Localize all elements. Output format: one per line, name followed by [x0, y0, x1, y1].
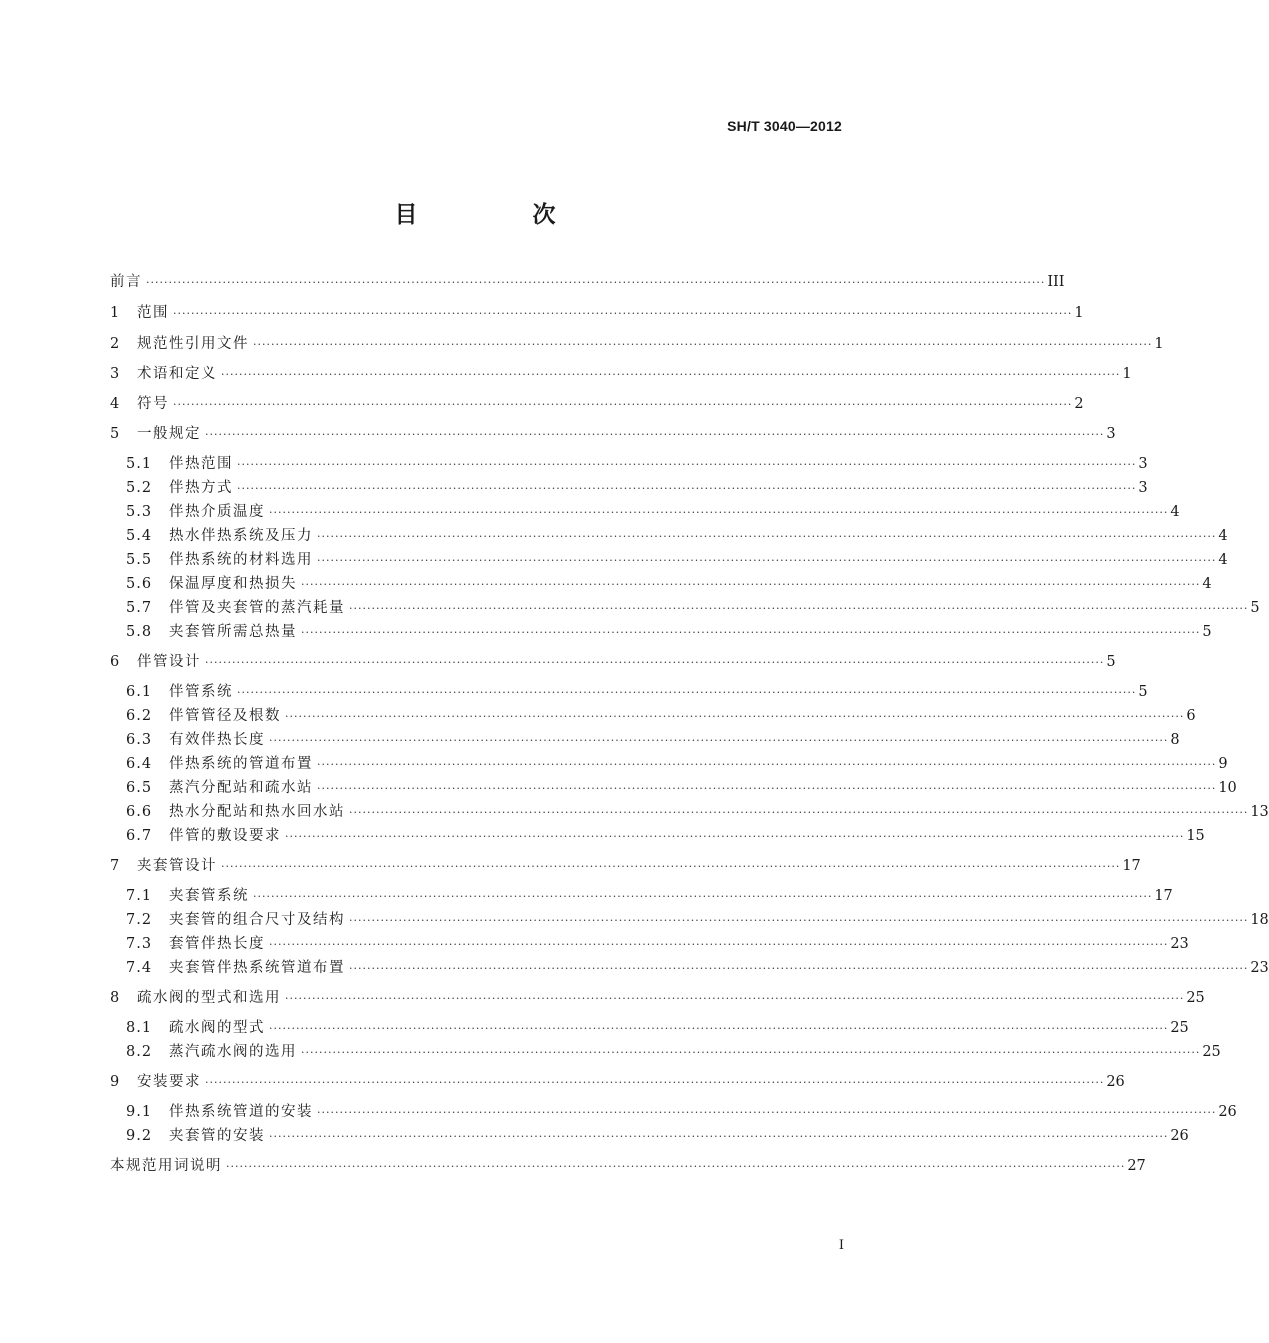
toc-entry-number: 5.7: [126, 600, 153, 616]
toc-leader-dots: ········································································································································································································: [349, 914, 1249, 927]
toc-entry-page: 4: [1202, 576, 1212, 592]
toc-entry[interactable]: [110, 1040, 1221, 1064]
toc-entry-page: 17: [1154, 888, 1173, 904]
toc-entry-page: 10: [1218, 780, 1237, 796]
toc-entry[interactable]: [110, 392, 1084, 416]
toc-leader-dots: ········································································································································································································: [269, 734, 1169, 747]
toc-entry-label: 伴管及夹套管的蒸汽耗量: [169, 600, 345, 616]
document-code: SH/T 3040—2012: [727, 118, 842, 134]
toc-entry-page: 3: [1138, 456, 1148, 472]
toc-leader-dots: ········································································································································································································: [349, 806, 1249, 819]
toc-entry-page: III: [1047, 274, 1065, 290]
toc-entry[interactable]: [110, 362, 1132, 386]
toc-entry-number: 6.4: [126, 756, 153, 772]
toc-entry-number: 7.4: [126, 960, 153, 976]
toc-entry-number: 6.5: [126, 780, 153, 796]
toc-entry-label: 夹套管设计: [137, 858, 217, 874]
toc-entry[interactable]: [110, 1016, 1189, 1040]
toc-leader-dots: ········································································································································································································: [349, 602, 1249, 615]
toc-leader-dots: ········································································································································································································: [146, 276, 1046, 289]
toc-leader-dots: ········································································································································································································: [285, 830, 1185, 843]
toc-entry[interactable]: [110, 986, 1205, 1010]
toc-entry-number: 7.3: [126, 936, 153, 952]
toc-entry-page: 2: [1074, 396, 1084, 412]
toc-entry[interactable]: [110, 854, 1141, 878]
toc-entry-label: 伴热介质温度: [169, 504, 265, 520]
toc-leader-dots: ········································································································································································································: [317, 1106, 1217, 1119]
toc-entry-page: 23: [1170, 936, 1189, 952]
toc-leader-dots: ········································································································································································································: [285, 710, 1185, 723]
toc-entry-label: 夹套管的安装: [169, 1128, 265, 1144]
toc-entry[interactable]: [110, 1070, 1125, 1094]
toc-entry-number: 5.8: [126, 624, 153, 640]
toc-entry-page: 1: [1122, 366, 1132, 382]
toc-entry-label: 伴热系统管道的安装: [169, 1104, 313, 1120]
toc-entry-number: 5.5: [126, 552, 153, 568]
toc-entry-number: 9.2: [126, 1128, 153, 1144]
toc-entry-label: 夹套管所需总热量: [169, 624, 297, 640]
toc-entry-page: 25: [1202, 1044, 1221, 1060]
toc-entry[interactable]: [110, 548, 1228, 572]
toc-leader-dots: ········································································································································································································: [205, 1076, 1105, 1089]
toc-leader-dots: ········································································································································································································: [301, 1046, 1201, 1059]
toc-entry[interactable]: [110, 824, 1205, 848]
toc-entry-number: 5: [110, 426, 121, 442]
toc-entry-page: 3: [1138, 480, 1148, 496]
toc-entry-number: 6.1: [126, 684, 153, 700]
toc-entry[interactable]: [110, 956, 1269, 980]
toc-entry-number: 8.2: [126, 1044, 153, 1060]
toc-entry[interactable]: [110, 620, 1212, 644]
toc-leader-dots: ········································································································································································································: [205, 428, 1105, 441]
toc-entry-label: 符号: [137, 396, 169, 412]
toc-entry-label: 一般规定: [137, 426, 201, 442]
toc-entry-label: 夹套管伴热系统管道布置: [169, 960, 345, 976]
toc-entry-page: 1: [1154, 336, 1164, 352]
toc-entry[interactable]: [110, 776, 1237, 800]
toc-entry-number: 1: [110, 305, 121, 321]
toc-entry-label: 蒸汽分配站和疏水站: [169, 780, 313, 796]
toc-entry[interactable]: [110, 728, 1180, 752]
toc-entry-number: 7.1: [126, 888, 153, 904]
toc-entry-number: 7: [110, 858, 121, 874]
toc-entry[interactable]: [110, 596, 1260, 620]
toc-entry-label: 伴管系统: [169, 684, 233, 700]
toc-entry-number: 5.2: [126, 480, 153, 496]
toc-entry-label: 伴管管径及根数: [169, 708, 281, 724]
toc-entry-page: 26: [1106, 1074, 1125, 1090]
toc-entry-label: 术语和定义: [137, 366, 217, 382]
toc-entry-page: 5: [1106, 654, 1116, 670]
toc-entry-page: 17: [1122, 858, 1141, 874]
toc-leader-dots: ········································································································································································································: [317, 530, 1217, 543]
toc-leader-dots: ········································································································································································································: [237, 458, 1137, 471]
toc-entry-page: 5: [1202, 624, 1212, 640]
toc-entry-label: 前言: [110, 274, 142, 290]
toc-leader-dots: ········································································································································································································: [173, 307, 1073, 320]
toc-entry-page: 6: [1186, 708, 1196, 724]
toc-entry-page: 23: [1250, 960, 1269, 976]
toc-entry-label: 伴管的敷设要求: [169, 828, 281, 844]
toc-entry[interactable]: [110, 932, 1189, 956]
toc-entry-number: 8: [110, 990, 121, 1006]
toc-entry-page: 26: [1170, 1128, 1189, 1144]
toc-entry-page: 8: [1170, 732, 1180, 748]
toc-entry-page: 13: [1250, 804, 1269, 820]
toc-entry-number: 6.6: [126, 804, 153, 820]
toc-leader-dots: ········································································································································································································: [317, 782, 1217, 795]
toc-entry-number: 5.4: [126, 528, 153, 544]
toc-entry-label: 规范性引用文件: [137, 336, 249, 352]
toc-leader-dots: ········································································································································································································: [269, 1022, 1169, 1035]
toc-entry-number: 5.6: [126, 576, 153, 592]
toc-entry-number: 7.2: [126, 912, 153, 928]
toc-entry[interactable]: [110, 500, 1180, 524]
toc-leader-dots: ········································································································································································································: [301, 578, 1201, 591]
toc-entry-label: 保温厚度和热损失: [169, 576, 297, 592]
toc-entry-label: 范围: [137, 305, 169, 321]
toc-leader-dots: ········································································································································································································: [269, 1130, 1169, 1143]
toc-entry-label: 伴热方式: [169, 480, 233, 496]
toc-leader-dots: ········································································································································································································: [205, 656, 1105, 669]
toc-entry-label: 伴热系统的管道布置: [169, 756, 313, 772]
toc-leader-dots: ········································································································································································································: [253, 890, 1153, 903]
toc-entry-label: 热水分配站和热水回水站: [169, 804, 345, 820]
toc-leader-dots: ········································································································································································································: [173, 398, 1073, 411]
toc-leader-dots: ········································································································································································································: [349, 962, 1249, 975]
toc-entry-number: 3: [110, 366, 121, 382]
toc-entry-number: 6: [110, 654, 121, 670]
toc-leader-dots: ········································································································································································································: [221, 860, 1121, 873]
toc-entry-label: 夹套管系统: [169, 888, 249, 904]
toc-entry-page: 5: [1250, 600, 1260, 616]
toc-entry[interactable]: [110, 301, 1084, 325]
toc-entry[interactable]: [110, 1124, 1189, 1148]
toc-entry-number: 2: [110, 336, 121, 352]
toc-entry-label: 安装要求: [137, 1074, 201, 1090]
toc-entry-label: 蒸汽疏水阀的选用: [169, 1044, 297, 1060]
toc-entry-label: 有效伴热长度: [169, 732, 265, 748]
toc-entry[interactable]: [110, 680, 1148, 704]
toc-leader-dots: ········································································································································································································: [237, 686, 1137, 699]
toc-entry-number: 5.3: [126, 504, 153, 520]
toc-entry[interactable]: [110, 572, 1212, 596]
toc-entry[interactable]: [110, 800, 1269, 824]
toc-entry-page: 26: [1218, 1104, 1237, 1120]
toc-entry-label: 本规范用词说明: [110, 1158, 222, 1174]
toc-entry[interactable]: [110, 884, 1173, 908]
toc-entry-number: 6.2: [126, 708, 153, 724]
toc-entry-number: 9: [110, 1074, 121, 1090]
toc-leader-dots: ········································································································································································································: [285, 992, 1185, 1005]
toc-entry-page: 27: [1127, 1158, 1146, 1174]
toc-entry-label: 伴热系统的材料选用: [169, 552, 313, 568]
toc-entry-number: 4: [110, 396, 121, 412]
toc-leader-dots: ········································································································································································································: [221, 368, 1121, 381]
toc-entry[interactable]: [110, 704, 1196, 728]
toc-leader-dots: ········································································································································································································: [226, 1160, 1126, 1173]
toc-entry-number: 9.1: [126, 1104, 153, 1120]
toc-entry[interactable]: [110, 1100, 1237, 1124]
toc-entry[interactable]: [110, 908, 1269, 932]
toc-entry-label: 疏水阀的型式: [169, 1020, 265, 1036]
toc-entry-label: 热水伴热系统及压力: [169, 528, 313, 544]
toc-entry-label: 套管伴热长度: [169, 936, 265, 952]
toc-entry-page: 5: [1138, 684, 1148, 700]
toc-entry-page: 25: [1170, 1020, 1189, 1036]
toc-entry[interactable]: [110, 332, 1164, 356]
toc-entry[interactable]: [110, 1154, 1146, 1178]
toc-entry-number: 6.7: [126, 828, 153, 844]
toc-leader-dots: ········································································································································································································: [237, 482, 1137, 495]
page-number: I: [838, 1238, 844, 1253]
toc-entry-page: 1: [1074, 305, 1084, 321]
toc-entry-label: 伴管设计: [137, 654, 201, 670]
toc-entry-page: 4: [1218, 552, 1228, 568]
toc-entry[interactable]: [110, 452, 1148, 476]
toc-leader-dots: ········································································································································································································: [253, 338, 1153, 351]
toc-entry-number: 6.3: [126, 732, 153, 748]
toc-entry[interactable]: [110, 752, 1228, 776]
toc-entry[interactable]: [110, 422, 1116, 446]
toc-entry-page: 18: [1250, 912, 1269, 928]
toc-entry-label: 疏水阀的型式和选用: [137, 990, 281, 1006]
toc-entry[interactable]: [110, 270, 1065, 294]
toc-entry-label: 伴热范围: [169, 456, 233, 472]
toc-entry-page: 9: [1218, 756, 1228, 772]
page-title: 目 次: [394, 202, 602, 228]
toc-entry-number: 8.1: [126, 1020, 153, 1036]
toc-entry-label: 夹套管的组合尺寸及结构: [169, 912, 345, 928]
toc-entry-page: 15: [1186, 828, 1205, 844]
toc-entry[interactable]: [110, 524, 1228, 548]
toc-leader-dots: ········································································································································································································: [301, 626, 1201, 639]
toc-entry-page: 4: [1170, 504, 1180, 520]
toc-entry[interactable]: [110, 650, 1116, 674]
toc-leader-dots: ········································································································································································································: [269, 938, 1169, 951]
toc-entry-page: 4: [1218, 528, 1228, 544]
toc-entry[interactable]: [110, 476, 1148, 500]
toc-entry-number: 5.1: [126, 456, 153, 472]
toc-entry-page: 3: [1106, 426, 1116, 442]
toc-entry-page: 25: [1186, 990, 1205, 1006]
toc-leader-dots: ········································································································································································································: [317, 758, 1217, 771]
toc-leader-dots: ········································································································································································································: [317, 554, 1217, 567]
toc-leader-dots: ········································································································································································································: [269, 506, 1169, 519]
